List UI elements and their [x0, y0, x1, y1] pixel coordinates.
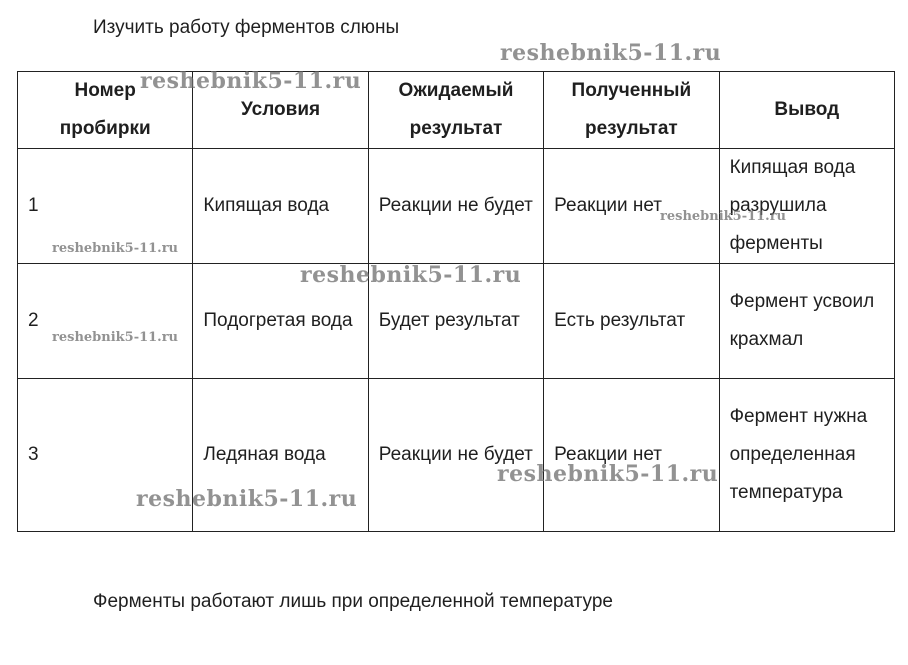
table-header-row: [18, 72, 895, 149]
cell-obtained-result: Реакции нет: [544, 149, 719, 264]
watermark: reshebnik5-11.ru: [500, 40, 722, 66]
cell-conditions: Кипящая вода: [193, 149, 368, 264]
watermark: reshebnik5-11.ru: [52, 330, 179, 345]
cell-obtained-result: Есть результат: [544, 264, 719, 379]
watermark: reshebnik5-11.ru: [52, 241, 179, 256]
watermark: reshebnik5-11.ru: [497, 461, 719, 487]
cell-conditions: Ледяная вода: [193, 379, 368, 532]
table-row: [18, 264, 895, 379]
page-heading: Изучить работу ферментов слюны: [93, 17, 400, 38]
header-obtained-result: Полученный результат: [544, 72, 719, 149]
watermark: reshebnik5-11.ru: [300, 262, 522, 288]
cell-expected-result: Будет результат: [368, 264, 543, 379]
cell-tube-number: 2: [18, 264, 193, 379]
cell-tube-number: 1: [18, 149, 193, 264]
cell-conclusion: Кипящая вода разрушила ферменты: [719, 149, 894, 264]
watermark: reshebnik5-11.ru: [140, 68, 362, 94]
cell-tube-number: 3: [18, 379, 193, 532]
cell-expected-result: Реакции не будет: [368, 379, 543, 532]
watermark: reshebnik5-11.ru: [660, 209, 787, 224]
table-row: [18, 379, 895, 532]
cell-conclusion: Фермент нужна определенная температура: [719, 379, 894, 532]
results-table: [17, 71, 895, 532]
header-tube-number: Номер пробирки: [18, 72, 193, 149]
cell-obtained-result: Реакции нет: [544, 379, 719, 532]
cell-conditions: Подогретая вода: [193, 264, 368, 379]
cell-conclusion: Фермент усвоил крахмал: [719, 264, 894, 379]
cell-expected-result: Реакции не будет: [368, 149, 543, 264]
watermark: reshebnik5-11.ru: [136, 486, 358, 512]
conclusion-text: Ферменты работают лишь при определенной температуре: [93, 591, 613, 612]
table-row: [18, 149, 895, 264]
header-conclusion: Вывод: [719, 72, 894, 149]
header-conditions: Условия: [193, 72, 368, 149]
header-expected-result: Ожидаемый результат: [368, 72, 543, 149]
